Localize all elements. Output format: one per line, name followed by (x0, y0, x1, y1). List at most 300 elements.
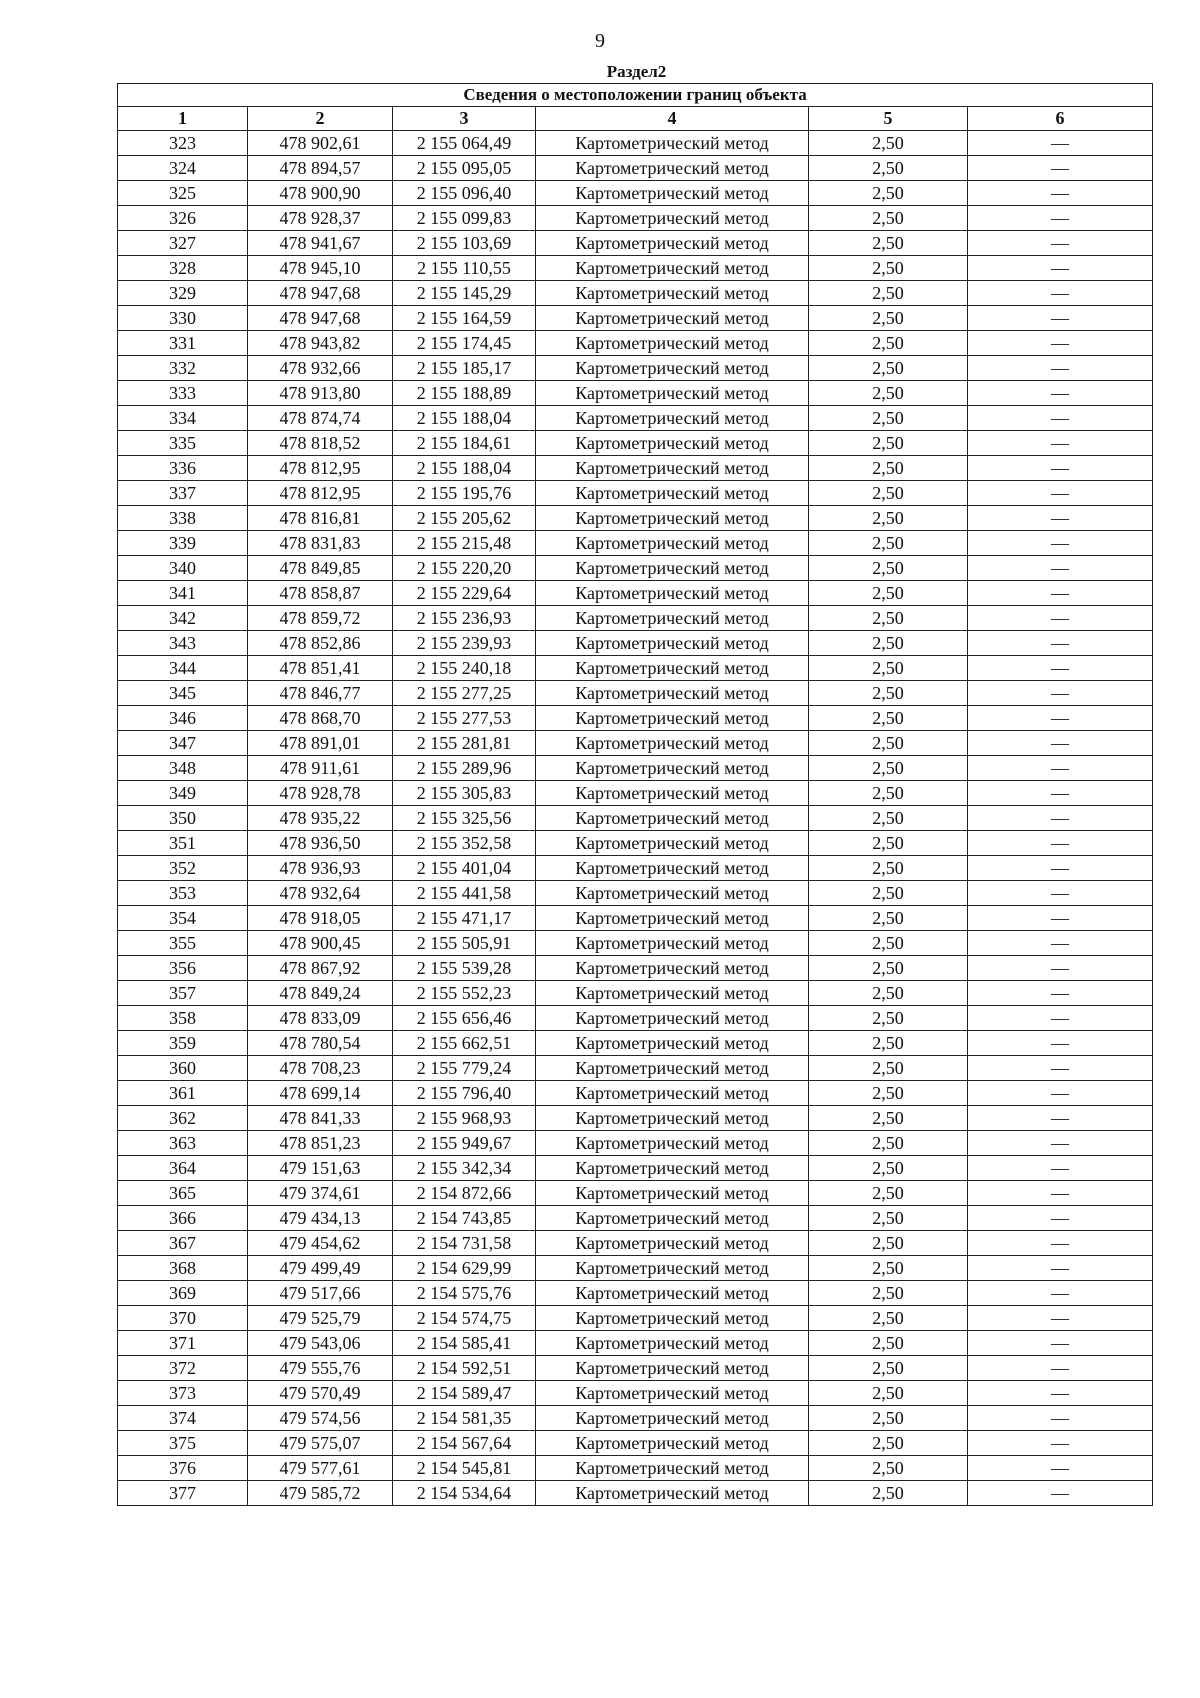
y-coordinate-cell: 2 154 534,64 (393, 1481, 536, 1506)
method-cell: Картометрический метод (536, 356, 809, 381)
table-row (118, 906, 1153, 931)
table-row (118, 1056, 1153, 1081)
x-coordinate-cell: 478 831,83 (248, 531, 393, 556)
table-row (118, 981, 1153, 1006)
y-coordinate-cell: 2 155 236,93 (393, 606, 536, 631)
point-number-cell: 331 (118, 331, 248, 356)
note-cell: — (968, 831, 1153, 856)
note-cell: — (968, 681, 1153, 706)
note-cell: — (968, 631, 1153, 656)
x-coordinate-cell: 478 849,85 (248, 556, 393, 581)
x-coordinate-cell: 478 928,78 (248, 781, 393, 806)
y-coordinate-cell: 2 155 289,96 (393, 756, 536, 781)
y-coordinate-cell: 2 155 174,45 (393, 331, 536, 356)
x-coordinate-cell: 478 947,68 (248, 306, 393, 331)
note-cell: — (968, 331, 1153, 356)
x-coordinate-cell: 478 851,23 (248, 1131, 393, 1156)
point-number-cell: 350 (118, 806, 248, 831)
x-coordinate-cell: 478 858,87 (248, 581, 393, 606)
y-coordinate-cell: 2 155 195,76 (393, 481, 536, 506)
y-coordinate-cell: 2 155 796,40 (393, 1081, 536, 1106)
method-cell: Картометрический метод (536, 756, 809, 781)
method-cell: Картометрический метод (536, 1131, 809, 1156)
table-row (118, 456, 1153, 481)
y-coordinate-cell: 2 155 185,17 (393, 356, 536, 381)
y-coordinate-cell: 2 154 581,35 (393, 1406, 536, 1431)
y-coordinate-cell: 2 155 095,05 (393, 156, 536, 181)
x-coordinate-cell: 478 935,22 (248, 806, 393, 831)
method-cell: Картометрический метод (536, 781, 809, 806)
x-coordinate-cell: 478 780,54 (248, 1031, 393, 1056)
method-cell: Картометрический метод (536, 131, 809, 156)
note-cell: — (968, 431, 1153, 456)
y-coordinate-cell: 2 155 096,40 (393, 181, 536, 206)
method-cell: Картометрический метод (536, 806, 809, 831)
x-coordinate-cell: 478 947,68 (248, 281, 393, 306)
note-cell: — (968, 506, 1153, 531)
note-cell: — (968, 1156, 1153, 1181)
accuracy-cell: 2,50 (809, 1331, 968, 1356)
table-row (118, 881, 1153, 906)
point-number-cell: 351 (118, 831, 248, 856)
x-coordinate-cell: 478 894,57 (248, 156, 393, 181)
accuracy-cell: 2,50 (809, 981, 968, 1006)
x-coordinate-cell: 478 841,33 (248, 1106, 393, 1131)
accuracy-cell: 2,50 (809, 831, 968, 856)
point-number-cell: 359 (118, 1031, 248, 1056)
table-row (118, 306, 1153, 331)
y-coordinate-cell: 2 155 352,58 (393, 831, 536, 856)
note-cell: — (968, 1281, 1153, 1306)
x-coordinate-cell: 478 851,41 (248, 656, 393, 681)
table-row (118, 331, 1153, 356)
x-coordinate-cell: 479 574,56 (248, 1406, 393, 1431)
point-number-cell: 341 (118, 581, 248, 606)
note-cell: — (968, 906, 1153, 931)
note-cell: — (968, 1031, 1153, 1056)
y-coordinate-cell: 2 154 872,66 (393, 1181, 536, 1206)
note-cell: — (968, 531, 1153, 556)
table-row (118, 556, 1153, 581)
point-number-cell: 356 (118, 956, 248, 981)
accuracy-cell: 2,50 (809, 881, 968, 906)
point-number-cell: 363 (118, 1131, 248, 1156)
method-cell: Картометрический метод (536, 481, 809, 506)
table-row (118, 706, 1153, 731)
x-coordinate-cell: 478 833,09 (248, 1006, 393, 1031)
y-coordinate-cell: 2 155 240,18 (393, 656, 536, 681)
table-row (118, 1231, 1153, 1256)
note-cell: — (968, 1181, 1153, 1206)
table-row (118, 1481, 1153, 1506)
note-cell: — (968, 1231, 1153, 1256)
table-row (118, 581, 1153, 606)
section-title: Раздел2 (606, 62, 667, 81)
method-cell: Картометрический метод (536, 281, 809, 306)
note-cell: — (968, 181, 1153, 206)
x-coordinate-cell: 478 868,70 (248, 706, 393, 731)
point-number-cell: 345 (118, 681, 248, 706)
note-cell: — (968, 256, 1153, 281)
note-cell: — (968, 481, 1153, 506)
y-coordinate-cell: 2 155 342,34 (393, 1156, 536, 1181)
table-row (118, 231, 1153, 256)
point-number-cell: 377 (118, 1481, 248, 1506)
note-cell: — (968, 956, 1153, 981)
y-coordinate-cell: 2 155 305,83 (393, 781, 536, 806)
note-cell: — (968, 1206, 1153, 1231)
point-number-cell: 368 (118, 1256, 248, 1281)
accuracy-cell: 2,50 (809, 931, 968, 956)
method-cell: Картометрический метод (536, 306, 809, 331)
table-row (118, 531, 1153, 556)
accuracy-cell: 2,50 (809, 1081, 968, 1106)
point-number-cell: 327 (118, 231, 248, 256)
point-number-cell: 365 (118, 1181, 248, 1206)
point-number-cell: 325 (118, 181, 248, 206)
y-coordinate-cell: 2 155 656,46 (393, 1006, 536, 1031)
point-number-cell: 324 (118, 156, 248, 181)
y-coordinate-cell: 2 154 731,58 (393, 1231, 536, 1256)
table-row (118, 681, 1153, 706)
method-cell: Картометрический метод (536, 1181, 809, 1206)
x-coordinate-cell: 478 699,14 (248, 1081, 393, 1106)
y-coordinate-cell: 2 155 281,81 (393, 731, 536, 756)
note-cell: — (968, 581, 1153, 606)
accuracy-cell: 2,50 (809, 856, 968, 881)
method-cell: Картометрический метод (536, 956, 809, 981)
point-number-cell: 332 (118, 356, 248, 381)
method-cell: Картометрический метод (536, 681, 809, 706)
table-row (118, 431, 1153, 456)
x-coordinate-cell: 479 543,06 (248, 1331, 393, 1356)
method-cell: Картометрический метод (536, 1056, 809, 1081)
table-row (118, 656, 1153, 681)
point-number-cell: 326 (118, 206, 248, 231)
note-cell: — (968, 356, 1153, 381)
method-cell: Картометрический метод (536, 731, 809, 756)
accuracy-cell: 2,50 (809, 431, 968, 456)
y-coordinate-cell: 2 154 575,76 (393, 1281, 536, 1306)
method-cell: Картометрический метод (536, 1331, 809, 1356)
column-number-row (118, 107, 1153, 131)
x-coordinate-cell: 479 454,62 (248, 1231, 393, 1256)
y-coordinate-cell: 2 155 277,25 (393, 681, 536, 706)
method-cell: Картометрический метод (536, 181, 809, 206)
y-coordinate-cell: 2 154 743,85 (393, 1206, 536, 1231)
y-coordinate-cell: 2 155 188,04 (393, 456, 536, 481)
table-row (118, 756, 1153, 781)
x-coordinate-cell: 478 941,67 (248, 231, 393, 256)
point-number-cell: 333 (118, 381, 248, 406)
point-number-cell: 338 (118, 506, 248, 531)
y-coordinate-cell: 2 155 401,04 (393, 856, 536, 881)
method-cell: Картометрический метод (536, 156, 809, 181)
method-cell: Картометрический метод (536, 1431, 809, 1456)
x-coordinate-cell: 478 846,77 (248, 681, 393, 706)
table-row (118, 931, 1153, 956)
note-cell: — (968, 381, 1153, 406)
x-coordinate-cell: 479 434,13 (248, 1206, 393, 1231)
table-row (118, 1381, 1153, 1406)
accuracy-cell: 2,50 (809, 706, 968, 731)
note-cell: — (968, 1131, 1153, 1156)
x-coordinate-cell: 478 708,23 (248, 1056, 393, 1081)
method-cell: Картометрический метод (536, 906, 809, 931)
point-number-cell: 352 (118, 856, 248, 881)
method-cell: Картометрический метод (536, 1256, 809, 1281)
method-cell: Картометрический метод (536, 1356, 809, 1381)
accuracy-cell: 2,50 (809, 631, 968, 656)
point-number-cell: 339 (118, 531, 248, 556)
table-row (118, 1306, 1153, 1331)
note-cell: — (968, 1056, 1153, 1081)
note-cell: — (968, 881, 1153, 906)
point-number-cell: 367 (118, 1231, 248, 1256)
note-cell: — (968, 1106, 1153, 1131)
accuracy-cell: 2,50 (809, 531, 968, 556)
note-cell: — (968, 806, 1153, 831)
method-cell: Картометрический метод (536, 881, 809, 906)
accuracy-cell: 2,50 (809, 581, 968, 606)
table-row (118, 1456, 1153, 1481)
note-cell: — (968, 1256, 1153, 1281)
method-cell: Картометрический метод (536, 656, 809, 681)
x-coordinate-cell: 478 932,64 (248, 881, 393, 906)
method-cell: Картометрический метод (536, 856, 809, 881)
accuracy-cell: 2,50 (809, 806, 968, 831)
x-coordinate-cell: 478 900,90 (248, 181, 393, 206)
x-coordinate-cell: 479 499,49 (248, 1256, 393, 1281)
note-cell: — (968, 1456, 1153, 1481)
method-cell: Картометрический метод (536, 1406, 809, 1431)
accuracy-cell: 2,50 (809, 1431, 968, 1456)
note-cell: — (968, 856, 1153, 881)
y-coordinate-cell: 2 155 505,91 (393, 931, 536, 956)
accuracy-cell: 2,50 (809, 1306, 968, 1331)
method-cell: Картометрический метод (536, 1206, 809, 1231)
accuracy-cell: 2,50 (809, 1281, 968, 1306)
point-number-cell: 373 (118, 1381, 248, 1406)
accuracy-cell: 2,50 (809, 1231, 968, 1256)
table-row (118, 131, 1153, 156)
method-cell: Картометрический метод (536, 206, 809, 231)
table-row (118, 181, 1153, 206)
accuracy-cell: 2,50 (809, 756, 968, 781)
method-cell: Картометрический метод (536, 706, 809, 731)
note-cell: — (968, 781, 1153, 806)
x-coordinate-cell: 478 911,61 (248, 756, 393, 781)
note-cell: — (968, 1306, 1153, 1331)
x-coordinate-cell: 478 900,45 (248, 931, 393, 956)
method-cell: Картометрический метод (536, 1106, 809, 1131)
x-coordinate-cell: 478 818,52 (248, 431, 393, 456)
point-number-cell: 336 (118, 456, 248, 481)
x-coordinate-cell: 478 812,95 (248, 456, 393, 481)
method-cell: Картометрический метод (536, 1006, 809, 1031)
accuracy-cell: 2,50 (809, 481, 968, 506)
table-row (118, 1431, 1153, 1456)
x-coordinate-cell: 478 867,92 (248, 956, 393, 981)
note-cell: — (968, 456, 1153, 481)
table-row (118, 606, 1153, 631)
y-coordinate-cell: 2 155 184,61 (393, 431, 536, 456)
method-cell: Картометрический метод (536, 831, 809, 856)
y-coordinate-cell: 2 155 205,62 (393, 506, 536, 531)
note-cell: — (968, 156, 1153, 181)
x-coordinate-cell: 478 852,86 (248, 631, 393, 656)
point-number-cell: 340 (118, 556, 248, 581)
x-coordinate-cell: 478 943,82 (248, 331, 393, 356)
method-cell: Картометрический метод (536, 1281, 809, 1306)
accuracy-cell: 2,50 (809, 281, 968, 306)
accuracy-cell: 2,50 (809, 406, 968, 431)
table-row (118, 1356, 1153, 1381)
method-cell: Картометрический метод (536, 581, 809, 606)
table-row (118, 281, 1153, 306)
y-coordinate-cell: 2 155 539,28 (393, 956, 536, 981)
accuracy-cell: 2,50 (809, 1131, 968, 1156)
x-coordinate-cell: 478 913,80 (248, 381, 393, 406)
y-coordinate-cell: 2 155 099,83 (393, 206, 536, 231)
x-coordinate-cell: 478 936,93 (248, 856, 393, 881)
accuracy-cell: 2,50 (809, 1006, 968, 1031)
point-number-cell: 349 (118, 781, 248, 806)
accuracy-cell: 2,50 (809, 306, 968, 331)
accuracy-cell: 2,50 (809, 606, 968, 631)
table-row (118, 1181, 1153, 1206)
accuracy-cell: 2,50 (809, 506, 968, 531)
accuracy-cell: 2,50 (809, 1406, 968, 1431)
y-coordinate-cell: 2 155 110,55 (393, 256, 536, 281)
accuracy-cell: 2,50 (809, 456, 968, 481)
point-number-cell: 374 (118, 1406, 248, 1431)
method-cell: Картометрический метод (536, 256, 809, 281)
note-cell: — (968, 1381, 1153, 1406)
x-coordinate-cell: 478 891,01 (248, 731, 393, 756)
table-row (118, 831, 1153, 856)
x-coordinate-cell: 479 577,61 (248, 1456, 393, 1481)
x-coordinate-cell: 479 151,63 (248, 1156, 393, 1181)
y-coordinate-cell: 2 155 779,24 (393, 1056, 536, 1081)
accuracy-cell: 2,50 (809, 256, 968, 281)
y-coordinate-cell: 2 155 239,93 (393, 631, 536, 656)
point-number-cell: 337 (118, 481, 248, 506)
accuracy-cell: 2,50 (809, 206, 968, 231)
y-coordinate-cell: 2 155 215,48 (393, 531, 536, 556)
table-row (118, 856, 1153, 881)
point-number-cell: 357 (118, 981, 248, 1006)
y-coordinate-cell: 2 154 585,41 (393, 1331, 536, 1356)
table-row (118, 806, 1153, 831)
point-number-cell: 330 (118, 306, 248, 331)
note-cell: — (968, 731, 1153, 756)
x-coordinate-cell: 479 585,72 (248, 1481, 393, 1506)
table-row (118, 406, 1153, 431)
accuracy-cell: 2,50 (809, 1106, 968, 1131)
y-coordinate-cell: 2 155 949,67 (393, 1131, 536, 1156)
point-number-cell: 364 (118, 1156, 248, 1181)
note-cell: — (968, 1356, 1153, 1381)
y-coordinate-cell: 2 155 968,93 (393, 1106, 536, 1131)
accuracy-cell: 2,50 (809, 156, 968, 181)
y-coordinate-cell: 2 155 188,89 (393, 381, 536, 406)
accuracy-cell: 2,50 (809, 356, 968, 381)
y-coordinate-cell: 2 155 229,64 (393, 581, 536, 606)
point-number-cell: 358 (118, 1006, 248, 1031)
column-number: 2 (248, 107, 393, 131)
point-number-cell: 361 (118, 1081, 248, 1106)
accuracy-cell: 2,50 (809, 1481, 968, 1506)
accuracy-cell: 2,50 (809, 556, 968, 581)
y-coordinate-cell: 2 155 277,53 (393, 706, 536, 731)
x-coordinate-cell: 479 374,61 (248, 1181, 393, 1206)
accuracy-cell: 2,50 (809, 1456, 968, 1481)
table-row (118, 956, 1153, 981)
note-cell: — (968, 931, 1153, 956)
point-number-cell: 376 (118, 1456, 248, 1481)
table-row (118, 1106, 1153, 1131)
note-cell: — (968, 606, 1153, 631)
note-cell: — (968, 206, 1153, 231)
note-cell: — (968, 706, 1153, 731)
note-cell: — (968, 1481, 1153, 1506)
point-number-cell: 334 (118, 406, 248, 431)
y-coordinate-cell: 2 154 574,75 (393, 1306, 536, 1331)
y-coordinate-cell: 2 155 552,23 (393, 981, 536, 1006)
table-row (118, 1081, 1153, 1106)
table-row (118, 1281, 1153, 1306)
table-row (118, 631, 1153, 656)
table-row (118, 256, 1153, 281)
y-coordinate-cell: 2 155 188,04 (393, 406, 536, 431)
method-cell: Картометрический метод (536, 1231, 809, 1256)
table-row (118, 356, 1153, 381)
accuracy-cell: 2,50 (809, 1056, 968, 1081)
x-coordinate-cell: 478 816,81 (248, 506, 393, 531)
y-coordinate-cell: 2 155 441,58 (393, 881, 536, 906)
note-cell: — (968, 1406, 1153, 1431)
x-coordinate-cell: 478 928,37 (248, 206, 393, 231)
accuracy-cell: 2,50 (809, 731, 968, 756)
accuracy-cell: 2,50 (809, 1381, 968, 1406)
method-cell: Картометрический метод (536, 531, 809, 556)
point-number-cell: 335 (118, 431, 248, 456)
point-number-cell: 360 (118, 1056, 248, 1081)
y-coordinate-cell: 2 155 471,17 (393, 906, 536, 931)
x-coordinate-cell: 479 555,76 (248, 1356, 393, 1381)
y-coordinate-cell: 2 154 629,99 (393, 1256, 536, 1281)
y-coordinate-cell: 2 154 545,81 (393, 1456, 536, 1481)
accuracy-cell: 2,50 (809, 681, 968, 706)
table-caption-row (118, 84, 1153, 107)
x-coordinate-cell: 478 936,50 (248, 831, 393, 856)
x-coordinate-cell: 478 812,95 (248, 481, 393, 506)
method-cell: Картометрический метод (536, 1031, 809, 1056)
y-coordinate-cell: 2 155 325,56 (393, 806, 536, 831)
table-row (118, 1256, 1153, 1281)
method-cell: Картометрический метод (536, 981, 809, 1006)
column-number: 3 (393, 107, 536, 131)
point-number-cell: 347 (118, 731, 248, 756)
method-cell: Картометрический метод (536, 1456, 809, 1481)
table-body (118, 131, 1153, 1506)
accuracy-cell: 2,50 (809, 956, 968, 981)
page-number: 9 (595, 30, 605, 52)
table-row (118, 1156, 1153, 1181)
accuracy-cell: 2,50 (809, 1206, 968, 1231)
table-row (118, 481, 1153, 506)
